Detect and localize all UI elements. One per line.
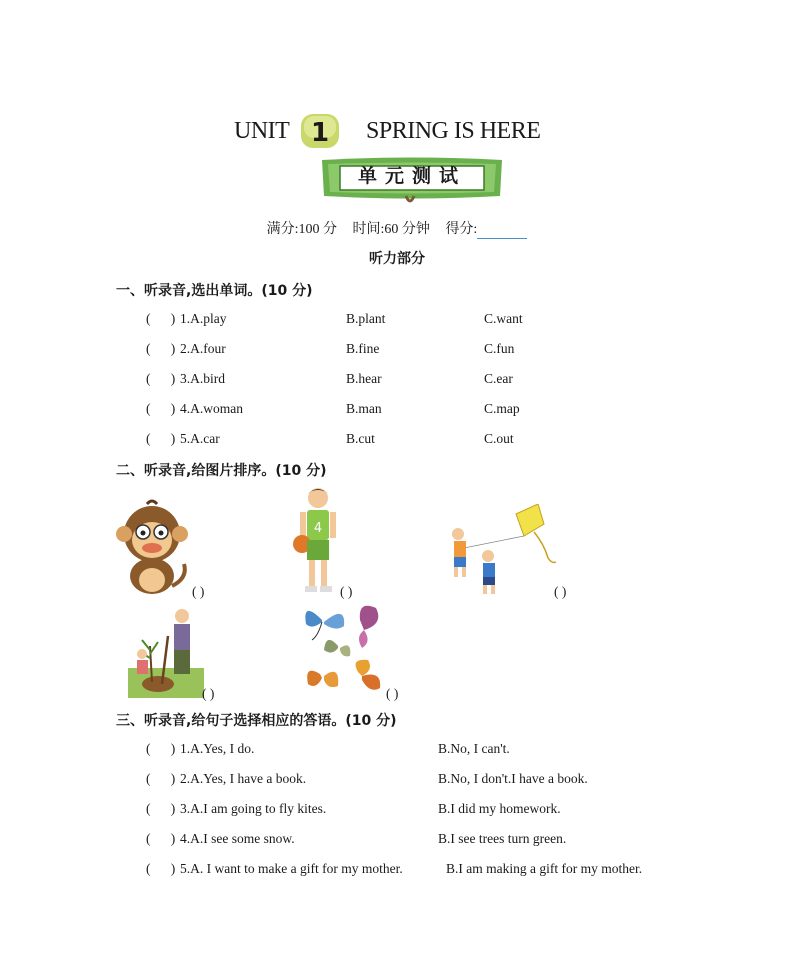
section1-title: 一、听录音,选出单词。(10 分) — [116, 283, 313, 299]
option-a: 5.A. I want to make a gift for my mother. — [180, 861, 403, 876]
answer-blank[interactable]: ( ) — [146, 341, 176, 356]
option-b: B.No, I don't.I have a book. — [438, 771, 588, 786]
option-b: B.cut — [346, 431, 375, 446]
option-a: 1.A.play — [180, 311, 227, 326]
picture-order-blank[interactable]: ( ) — [192, 584, 205, 599]
picture-order-blank[interactable]: ( ) — [386, 686, 399, 701]
unit-number: 1 — [310, 118, 330, 148]
unit-title: SPRING IS HERE — [366, 118, 541, 144]
option-c: C.ear — [484, 371, 513, 386]
unit-word: UNIT — [234, 118, 290, 144]
answer-blank[interactable]: ( ) — [146, 771, 176, 786]
answer-blank[interactable]: ( ) — [146, 801, 176, 816]
test-banner — [318, 156, 506, 208]
unit-title-row — [0, 112, 794, 152]
answer-blank[interactable]: ( ) — [146, 831, 176, 846]
section2-title: 二、听录音,给图片排序。(10 分) — [116, 463, 327, 479]
answer-blank[interactable]: ( ) — [146, 401, 176, 416]
score-label: 得分: — [445, 222, 478, 237]
option-a: 5.A.car — [180, 431, 220, 446]
kite-children-picture — [444, 504, 558, 598]
score-line — [0, 218, 794, 239]
option-a: 1.A.Yes, I do. — [180, 741, 255, 756]
option-b: B.fine — [346, 341, 380, 356]
basketball-boy-picture — [292, 486, 344, 598]
answer-blank[interactable]: ( ) — [146, 861, 176, 876]
option-b: B.I did my homework. — [438, 801, 561, 816]
monkey-picture — [114, 498, 190, 598]
option-a: 4.A.I see some snow. — [180, 831, 295, 846]
answer-blank[interactable]: ( ) — [146, 431, 176, 446]
planting-tree-picture — [128, 606, 204, 700]
option-a: 3.A.I am going to fly kites. — [180, 801, 327, 816]
answer-blank[interactable]: ( ) — [146, 311, 176, 326]
time-limit: 时间:60 分钟 — [352, 222, 430, 237]
option-b: B.No, I can't. — [438, 741, 510, 756]
answer-blank[interactable]: ( ) — [146, 741, 176, 756]
picture-order-blank[interactable]: ( ) — [340, 584, 353, 599]
option-b: B.hear — [346, 371, 382, 386]
full-score: 满分:100 分 — [266, 222, 338, 237]
banner-label: 单元测试 — [357, 165, 466, 187]
option-b: B.plant — [346, 311, 386, 326]
option-c: C.want — [484, 311, 523, 326]
option-a: 4.A.woman — [180, 401, 243, 416]
section3-title: 三、听录音,给句子选择相应的答语。(10 分) — [116, 713, 397, 729]
option-a: 2.A.Yes, I have a book. — [180, 771, 307, 786]
score-blank[interactable] — [477, 222, 527, 239]
butterflies-picture — [302, 600, 386, 700]
option-a: 3.A.bird — [180, 371, 225, 386]
option-b: B.I see trees turn green. — [438, 831, 567, 846]
option-c: C.out — [484, 431, 514, 446]
option-b: B.I am making a gift for my mother. — [446, 861, 643, 876]
option-c: C.map — [484, 401, 520, 416]
part-title: 听力部分 — [369, 251, 425, 267]
picture-order-blank[interactable]: ( ) — [202, 686, 215, 701]
unit-number-badge — [299, 112, 341, 150]
answer-blank[interactable]: ( ) — [146, 371, 176, 386]
picture-order-blank[interactable]: ( ) — [554, 584, 567, 599]
option-a: 2.A.four — [180, 341, 226, 356]
svg-text:4: 4 — [313, 521, 323, 536]
option-c: C.fun — [484, 341, 515, 356]
option-b: B.man — [346, 401, 382, 416]
